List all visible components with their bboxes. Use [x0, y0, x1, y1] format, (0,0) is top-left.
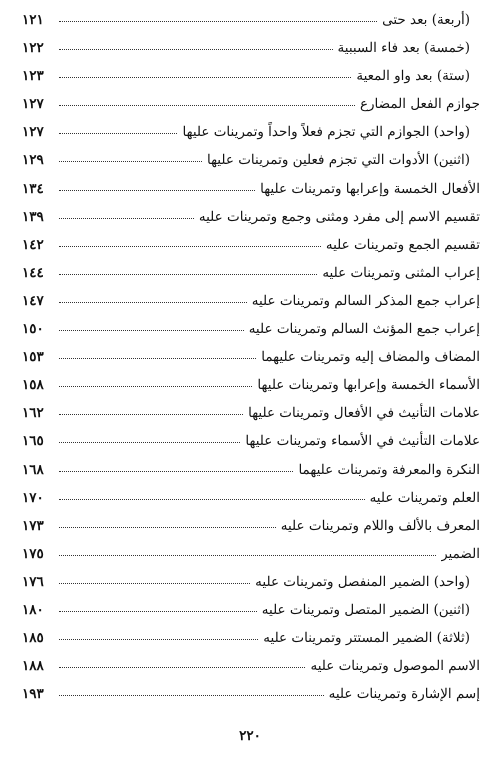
dot-leader — [59, 48, 333, 50]
toc-entry-page: ١٧٣ — [22, 517, 44, 534]
toc-entry — [22, 427, 480, 455]
toc-entry-page: ١٨٠ — [22, 601, 44, 618]
dot-leader — [59, 413, 243, 415]
toc-entry — [22, 146, 480, 174]
page-number: ٢٢٠ — [239, 728, 261, 744]
toc-entry-page: ١٧٦ — [22, 573, 44, 590]
dot-leader — [59, 132, 177, 134]
toc-entry-page: ١٢٣ — [22, 68, 44, 85]
toc-entry — [22, 399, 480, 427]
toc-entry-title: الضمير — [441, 545, 480, 562]
dot-leader — [59, 694, 324, 696]
dot-leader — [59, 582, 250, 584]
toc-entry-title: الاسم الموصول وتمرينات عليه — [310, 658, 480, 675]
toc-entry-page: ١٤٤ — [22, 264, 44, 281]
toc-entry-title: إعراب جمع المؤنث السالم وتمرينات عليه — [248, 321, 480, 338]
dot-leader — [59, 385, 252, 387]
dot-leader — [59, 554, 436, 556]
dot-leader — [59, 189, 255, 191]
toc-entry-page: ١٢٩ — [22, 152, 44, 169]
toc-entry-page: ١٤٢ — [22, 236, 44, 253]
toc-entry — [22, 175, 480, 203]
toc-entry-title: (واحد) الجوازم التي تجزم فعلاً واحداً وتمرينات عليها — [182, 124, 470, 141]
toc-entry-title: (ثلاثة) الضمير المستتر وتمرينات عليه — [263, 630, 470, 647]
toc-entry-title: الأفعال الخمسة وإعرابها وتمرينات عليها — [260, 180, 480, 197]
table-of-contents — [22, 6, 480, 708]
toc-entry — [22, 118, 480, 146]
toc-entry — [22, 596, 480, 624]
toc-entry — [22, 652, 480, 680]
toc-entry — [22, 203, 480, 231]
dot-leader — [59, 357, 256, 359]
toc-entry-page: ١٥٠ — [22, 321, 44, 338]
toc-entry-title: (ستة) بعد واو المعية — [356, 68, 470, 85]
toc-entry-page: ١٤٧ — [22, 292, 44, 309]
dot-leader — [59, 20, 377, 22]
toc-entry-page: ١٣٤ — [22, 180, 44, 197]
toc-entry-title: المعرف بالألف واللام وتمرينات عليه — [280, 517, 480, 534]
toc-entry — [22, 90, 480, 118]
toc-entry — [22, 484, 480, 512]
toc-entry-page: ١٩٣ — [22, 686, 44, 703]
toc-entry-title: المضاف والمضاف إليه وتمرينات عليهما — [261, 349, 480, 366]
toc-entry-title: (اثنين) الضمير المتصل وتمرينات عليه — [261, 601, 470, 618]
toc-entry-title: النكرة والمعرفة وتمرينات عليهما — [298, 461, 480, 478]
toc-entry — [22, 512, 480, 540]
toc-entry-title: (أربعة) بعد حتى — [382, 12, 470, 28]
toc-entry-page: ١٧٠ — [22, 489, 44, 506]
toc-entry-title: إعراب جمع المذكر السالم وتمرينات عليه — [251, 292, 480, 309]
dot-leader — [59, 329, 244, 331]
toc-entry-title: (واحد) الضمير المنفصل وتمرينات عليه — [255, 573, 470, 590]
toc-entry — [22, 371, 480, 399]
toc-entry — [22, 315, 480, 343]
dot-leader — [59, 498, 365, 500]
toc-entry — [22, 540, 480, 568]
dot-leader — [59, 301, 247, 303]
dot-leader — [59, 666, 305, 668]
toc-entry-page: ١٥٨ — [22, 377, 44, 394]
toc-entry-title: الأسماء الخمسة وإعرابها وتمرينات عليها — [257, 377, 480, 394]
toc-entry-page: ١٦٨ — [22, 461, 44, 478]
toc-entry — [22, 259, 480, 287]
toc-entry-title: تقسيم الاسم إلى مفرد ومثنى وجمع وتمرينات عليه — [198, 208, 480, 225]
toc-entry-title: جوازم الفعل المضارع — [359, 96, 480, 113]
dot-leader — [59, 638, 258, 640]
toc-entry — [22, 6, 480, 34]
toc-entry-title: تقسيم الجمع وتمرينات عليه — [325, 236, 480, 253]
toc-entry-page: ١٧٥ — [22, 545, 44, 562]
toc-entry-page: ١٢١ — [22, 12, 44, 28]
toc-entry — [22, 62, 480, 90]
toc-entry-page: ١٢٧ — [22, 96, 44, 113]
toc-entry-page: ١٦٢ — [22, 405, 44, 422]
toc-entry-title: إسم الإشارة وتمرينات عليه — [328, 686, 480, 703]
toc-entry-title: العلم وتمرينات عليه — [369, 489, 480, 506]
dot-leader — [59, 273, 317, 275]
toc-entry — [22, 680, 480, 708]
toc-entry — [22, 456, 480, 484]
toc-entry — [22, 231, 480, 259]
toc-entry-page: ١٣٩ — [22, 208, 44, 225]
dot-leader — [59, 610, 257, 612]
toc-entry-page: ١٢٧ — [22, 124, 44, 141]
toc-entry-page: ١٥٣ — [22, 349, 44, 366]
toc-entry — [22, 34, 480, 62]
toc-entry-title: (خمسة) بعد فاء السببية — [337, 40, 470, 57]
dot-leader — [59, 526, 276, 528]
dot-leader — [59, 470, 293, 472]
toc-entry-page: ١٨٥ — [22, 630, 44, 647]
dot-leader — [59, 104, 355, 106]
dot-leader — [59, 217, 194, 219]
dot-leader — [59, 441, 240, 443]
toc-entry-page: ١٦٥ — [22, 433, 44, 450]
toc-entry-page: ١٢٢ — [22, 40, 44, 57]
dot-leader — [59, 76, 351, 78]
toc-entry — [22, 287, 480, 315]
toc-entry-title: علامات التأنيث في الأفعال وتمرينات عليها — [248, 405, 480, 422]
toc-entry-title: إعراب المثنى وتمرينات عليه — [322, 264, 480, 281]
toc-entry — [22, 343, 480, 371]
toc-entry — [22, 624, 480, 652]
dot-leader — [59, 160, 202, 162]
toc-entry-title: (اثنين) الأدوات التي تجزم فعلين وتمرينات عليها — [206, 152, 470, 169]
toc-entry-title: علامات التأنيث في الأسماء وتمرينات عليها — [245, 433, 480, 450]
toc-entry — [22, 568, 480, 596]
dot-leader — [59, 245, 321, 247]
toc-entry-page: ١٨٨ — [22, 658, 44, 675]
